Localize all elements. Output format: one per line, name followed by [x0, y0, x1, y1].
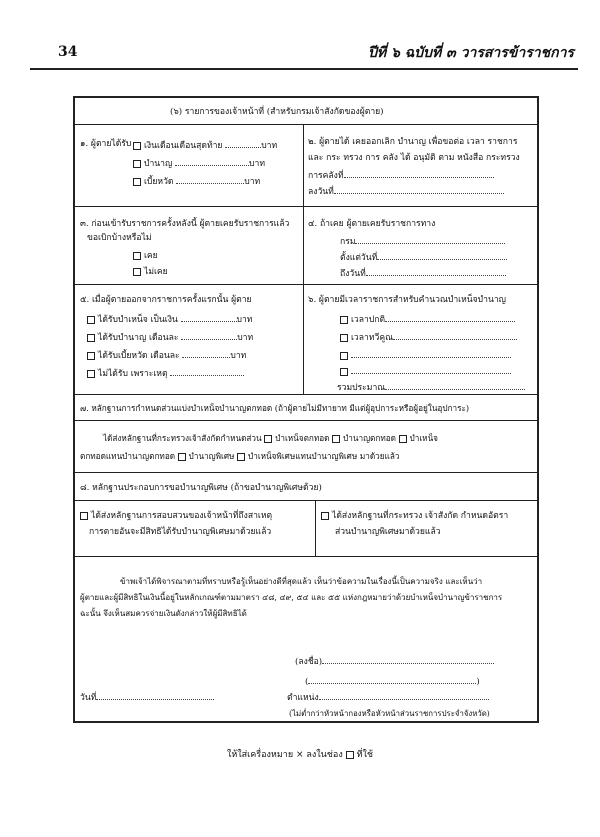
journal-title: ปีที่ ๖ ฉบับที่ ๓ วารสารข้าราชการ: [368, 45, 574, 61]
checkbox[interactable]: [321, 512, 329, 520]
s5-opt2: ได้รับบำนาญ เดือนละ บาท: [87, 330, 253, 344]
page-number: 34: [58, 44, 78, 60]
s2-line4: ลงวันที่: [308, 184, 504, 198]
header-rule: [30, 68, 578, 70]
s2-line1: ๒. ผู้ตายได้ เคยออกเลิก บำนาญ เพื่อขอต่อ เวลา ราชการ: [308, 137, 518, 147]
s1-opt1: เงินเดือนเดือนสุดท้าย บาท: [133, 138, 277, 152]
s4-f1: กรม: [340, 234, 505, 248]
footer-note: ให้ใส่เครื่องหมาย × ลงในช่อง ที่ใช้: [226, 750, 374, 760]
s3-line1: ๓. ก่อนเข้ารับราชการครั้งหลังนี้ ผู้ตายเคยรับราชการแล้ว: [80, 219, 290, 229]
s2-line2: และ กระ ทรวง การ คลัง ได้ อนุมัติ ตาม หนังสือ กระทรวง: [308, 153, 520, 163]
s2-line3: การคลังที่: [308, 168, 494, 182]
s6-line1: ๖. ผู้ตายมีเวลาราชการสำหรับคำนวณบำเหน็จบำนาญ: [308, 295, 506, 305]
checkbox[interactable]: [87, 316, 95, 324]
s7-body2: ตกทอดแทนบำนาญตกทอด บำนาญพิเศษ บำเหน็จพิเศษแทนบำนาญพิเศษ มาด้วยแล้ว: [80, 451, 400, 461]
s6-total: รวมประมาณ: [337, 380, 525, 394]
sign-note: (ไม่ต่ำกว่าหัวหน้ากองหรือหัวหน้าส่วนราชการประจำจังหวัด): [289, 709, 490, 718]
s7-head: ๗. หลักฐานการกำหนดส่วนแบ่งบำเหน็จบำนาญตกทอด (ถ้าผู้ตายไม่มีทายาท มีแต่ผู้อุปการะหรือผู้อยู่ในอุปการะ): [80, 403, 470, 413]
form-title: (๖) รายการของเจ้าหน้าที่ (สำหรับกรมเจ้าสังกัดของผู้ตาย): [170, 107, 384, 117]
cert-line2: ผู้ตายและผู้มีสิทธิในเงินนี้อยู่ในหลักเกณฑ์ตามมาตรา ๔๘, ๔๙, ๕๔ และ ๕๕ แห่งกฎหมายว่าด้วยบำเหน็จบำนาญข้าราชการ: [80, 593, 503, 602]
s1-opt2: บำนาญ บาท: [133, 156, 265, 170]
s6-blank2: [340, 364, 511, 378]
sign-name-line: ( ): [305, 674, 480, 688]
checkbox[interactable]: [332, 435, 340, 443]
date-line: วันที่: [80, 690, 214, 704]
checkbox[interactable]: [399, 435, 407, 443]
checkbox-sample: [346, 751, 354, 759]
checkbox[interactable]: [80, 512, 88, 520]
s4-line1: ๔. ถ้าเคย ผู้ตายเคยรับราชการทาง: [308, 219, 436, 229]
checkbox[interactable]: [87, 334, 95, 342]
s8-right1: ได้ส่งหลักฐานที่กระทรวง เจ้าสังกัด กำหนดอัตรา: [321, 510, 508, 522]
s7-body1: ได้ส่งหลักฐานที่กระทรวงเจ้าสังกัดกำหนดส่วน บำเหน็จตกทอด บำนาญตกทอด บำเหน็จ: [103, 433, 438, 443]
checkbox[interactable]: [340, 316, 348, 324]
checkbox[interactable]: [133, 160, 141, 168]
checkbox[interactable]: [264, 435, 272, 443]
s5-line1: ๕. เมื่อผู้ตายออกจากราชการครั้งแรกนั้น ผู้ตาย: [80, 295, 252, 305]
checkbox[interactable]: [133, 268, 141, 276]
checkbox[interactable]: [340, 368, 348, 376]
checkbox[interactable]: [237, 453, 245, 461]
s8-right2: ส่วนบำนาญพิเศษมาด้วยแล้ว: [335, 527, 441, 537]
checkbox[interactable]: [133, 252, 141, 260]
checkbox[interactable]: [178, 453, 186, 461]
s4-f2: ตั้งแต่วันที่: [340, 250, 507, 264]
official-form: [73, 96, 539, 723]
checkbox[interactable]: [133, 178, 141, 186]
checkbox[interactable]: [87, 352, 95, 360]
sign-line: (ลงชื่อ): [295, 654, 494, 668]
s6-opt1: เวลาปกติ: [340, 312, 515, 326]
s1-opt3: เบี้ยหวัด บาท: [133, 174, 260, 188]
position-line: ตำแหน่ง: [287, 690, 489, 704]
s5-opt1: ได้รับบำเหน็จ เป็นเงิน บาท: [87, 312, 252, 326]
s8-head: ๘. หลักฐานประกอบการขอบำนาญพิเศษ (ถ้าขอบำนาญพิเศษด้วย): [80, 483, 322, 493]
s8-left1: ได้ส่งหลักฐานการสอบสวนของเจ้าหน้าที่ถึงสาเหตุ: [80, 510, 272, 522]
s5-opt3: ได้รับเบี้ยหวัด เดือนละ บาท: [87, 348, 246, 362]
checkbox[interactable]: [87, 370, 95, 378]
s3-opt1: เคย: [133, 250, 158, 262]
s5-opt4: ไม่ได้รับ เพราะเหตุ: [87, 366, 244, 380]
s6-blank1: [340, 348, 511, 362]
cert-line3: ฉะนั้น จึงเห็นสมควรจ่ายเงินดังกล่าวให้ผู้มีสิทธิได้: [80, 609, 247, 618]
s3-opt2: ไม่เคย: [133, 266, 168, 278]
s8-left2: การตายอันจะมีสิทธิได้รับบำนาญพิเศษมาด้วยแล้ว: [89, 527, 272, 537]
s6-opt2: เวลาทวีคูณ: [340, 330, 517, 344]
checkbox[interactable]: [340, 334, 348, 342]
cert-line1: ข้าพเจ้าได้พิจารณาตามที่ทราบหรือรู้เห็นอย่างดีที่สุดแล้ว เห็นว่าข้อความในเรื่องนี้เป็นความจริง และเห็นว่า: [120, 577, 483, 586]
s3-line2: ขอเบิกบ้างหรือไม่: [87, 233, 152, 243]
s1-head: ๑. ผู้ตายได้รับ: [80, 139, 132, 149]
s4-f3: ถึงวันที่: [340, 266, 506, 280]
checkbox[interactable]: [340, 352, 348, 360]
checkbox[interactable]: [133, 142, 141, 150]
